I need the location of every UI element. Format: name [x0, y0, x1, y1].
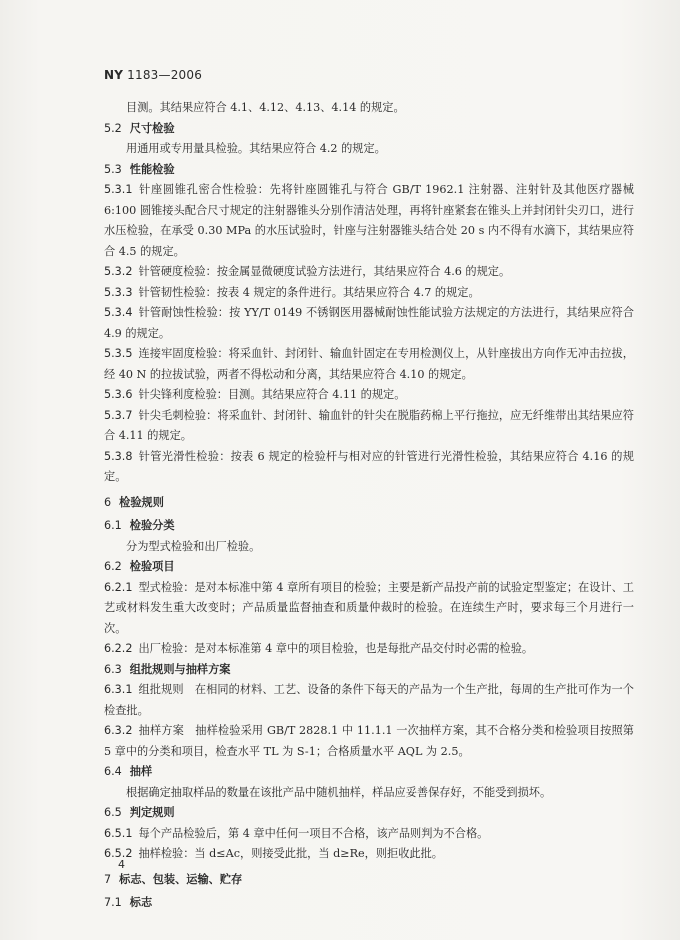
section-heading: [104, 119, 634, 140]
clause-text: 抽样检验：当 d≤Ac，则接受此批，当 d≥Re，则拒收此批。: [138, 847, 443, 860]
clause-item: [104, 262, 634, 283]
clause-number: 6.3.2: [104, 724, 133, 737]
heading-title: 判定规则: [129, 806, 175, 819]
paragraph: 分为型式检验和出厂检验。: [126, 539, 261, 553]
clause-text: 组批规则 在相同的材料、工艺、设备的条件下每天的产品为一个生产批，每周的生产批可作为一个检查批。: [104, 683, 634, 717]
heading-number: 6: [104, 495, 112, 509]
page-number: 4: [118, 858, 125, 871]
clause-item: [104, 303, 634, 344]
heading-title: 尺寸检验: [129, 121, 175, 135]
chapter-heading: [104, 870, 634, 891]
clause-item: [104, 406, 634, 447]
clause-text: 连接牢固度检验：将采血针、封闭针、输血针固定在专用检测仪上，从针座拔出方向作无冲击拉拔，经 40 N 的拉拔试验，两者不得松动和分离，其结果应符合 4.10 的规定。: [104, 347, 634, 381]
heading-number: 6.3: [104, 662, 122, 676]
heading-title: 标志: [129, 896, 153, 909]
document-body: [104, 98, 634, 914]
clause-number: 5.3.5: [104, 347, 133, 360]
section-heading: [104, 660, 634, 681]
standard-code: NY: [104, 68, 124, 82]
clause-item: [104, 385, 634, 406]
heading-title: 检验项目: [129, 560, 175, 573]
section-heading: [104, 160, 634, 181]
clause-number: 6.2.2: [104, 642, 133, 655]
clause-number: 5.3.2: [104, 265, 133, 278]
clause-text: 抽样方案 抽样检验采用 GB/T 2828.1 中 11.1.1 一次抽样方案，其不合格分类和检验项目按照第 5 章中的分类和项目，检查水平 TL 为 S-1；合格质量水平 AQL 为 2.5。: [104, 724, 634, 758]
clause-text: 型式检验：是对本标准中第 4 章所有项目的检验；主要是新产品投产前的试验定型鉴定；在设计、工艺或材料发生重大改变时；产品质量监督抽查和质量仲裁时的检验。在连续生产时，要求每三个月进行一次。: [104, 580, 634, 635]
clause-number: 5.3.6: [104, 388, 133, 401]
clause-number: 5.3.7: [104, 408, 133, 422]
clause-number: 6.5.1: [104, 826, 133, 840]
section-heading: [104, 893, 634, 914]
section-heading: [104, 516, 634, 537]
heading-number: 6.2: [104, 560, 122, 573]
clause-text: 针管硬度检验：按金属显微硬度试验方法进行，其结果应符合 4.6 的规定。: [138, 265, 511, 278]
section-heading: [104, 762, 634, 783]
section-heading: [104, 557, 634, 578]
clause-number: 6.3.1: [104, 683, 133, 696]
clause-item: [104, 721, 634, 762]
clause-number: 5.3.1: [104, 183, 133, 196]
section-heading: [104, 803, 634, 824]
heading-title: 检验规则: [119, 495, 164, 509]
clause-text: 针管光滑性检验：按表 6 规定的检验杆与相对应的针管进行光滑性检验，其结果应符合 4.16 的规定。: [104, 449, 634, 483]
clause-text: 每个产品检验后，第 4 章中任何一项目不合格，该产品则判为不合格。: [138, 826, 489, 840]
paragraph: 根据确定抽取样品的数量在该批产品中随机抽样，样品应妥善保存好，不能受到损坏。: [126, 785, 552, 799]
clause-item: [104, 447, 634, 488]
clause-number: 5.3.3: [104, 285, 133, 299]
heading-number: 7: [104, 872, 112, 886]
clause-item: [104, 180, 634, 262]
paragraph: 目测。其结果应符合 4.1、4.12、4.13、4.14 的规定。: [126, 101, 405, 114]
clause-number: 6.2.1: [104, 580, 133, 594]
chapter-heading: [104, 493, 634, 514]
heading-number: 5.2: [104, 121, 122, 135]
heading-title: 抽样: [129, 765, 153, 778]
heading-number: 5.3: [104, 162, 122, 176]
heading-title: 组批规则与抽样方案: [129, 662, 231, 676]
standard-header: [104, 68, 202, 82]
clause-number: 5.3.8: [104, 449, 133, 463]
heading-title: 性能检验: [129, 162, 175, 176]
clause-text: 针座圆锥孔密合性检验：先将针座圆锥孔与符合 GB/T 1962.1 注射器、注射针及其他医疗器械 6:100 圆锥接头配合尺寸规定的注射器锥头分别作清洁处理，再将针座紧套在锥头上并封闭针尖刃口，进行水压检验，在承受 0.30 MPa 的水压试验时，针座与注射器锥头结合处 20 s 内不得有水滴下，其结果应符合 4.5 的规定。: [104, 183, 634, 258]
clause-item: [104, 578, 634, 640]
clause-number: 5.3.4: [104, 306, 133, 319]
paragraph: 用通用或专用量具检验。其结果应符合 4.2 的规定。: [126, 142, 386, 155]
heading-number: 6.1: [104, 519, 122, 532]
clause-text: 针尖锋利度检验：目测。其结果应符合 4.11 的规定。: [138, 388, 406, 401]
clause-item: [104, 844, 634, 865]
heading-number: 6.5: [104, 806, 122, 819]
clause-text: 针尖毛刺检验：将采血针、封闭针、输血针的针尖在脱脂药棉上平行拖拉，应无纤维带出其结果应符合 4.11 的规定。: [104, 408, 634, 442]
heading-number: 7.1: [104, 896, 122, 909]
clause-item: [104, 344, 634, 385]
heading-title: 标志、包装、运输、贮存: [119, 872, 243, 886]
standard-number: 1183—2006: [127, 68, 203, 82]
heading-title: 检验分类: [129, 519, 175, 532]
clause-item: [104, 639, 634, 660]
clause-number: 6.5.2: [104, 847, 133, 860]
clause-item: [104, 283, 634, 304]
heading-number: 6.4: [104, 765, 122, 778]
clause-text: 出厂检验：是对本标准第 4 章中的项目检验，也是每批产品交付时必需的检验。: [138, 642, 534, 655]
clause-text: 针管韧性检验：按表 4 规定的条件进行。其结果应符合 4.7 的规定。: [138, 285, 480, 299]
clause-item: [104, 680, 634, 721]
clause-item: [104, 824, 634, 845]
clause-text: 针管耐蚀性检验：按 YY/T 0149 不锈钢医用器械耐蚀性能试验方法规定的方法进行，其结果应符合 4.9 的规定。: [104, 306, 634, 340]
